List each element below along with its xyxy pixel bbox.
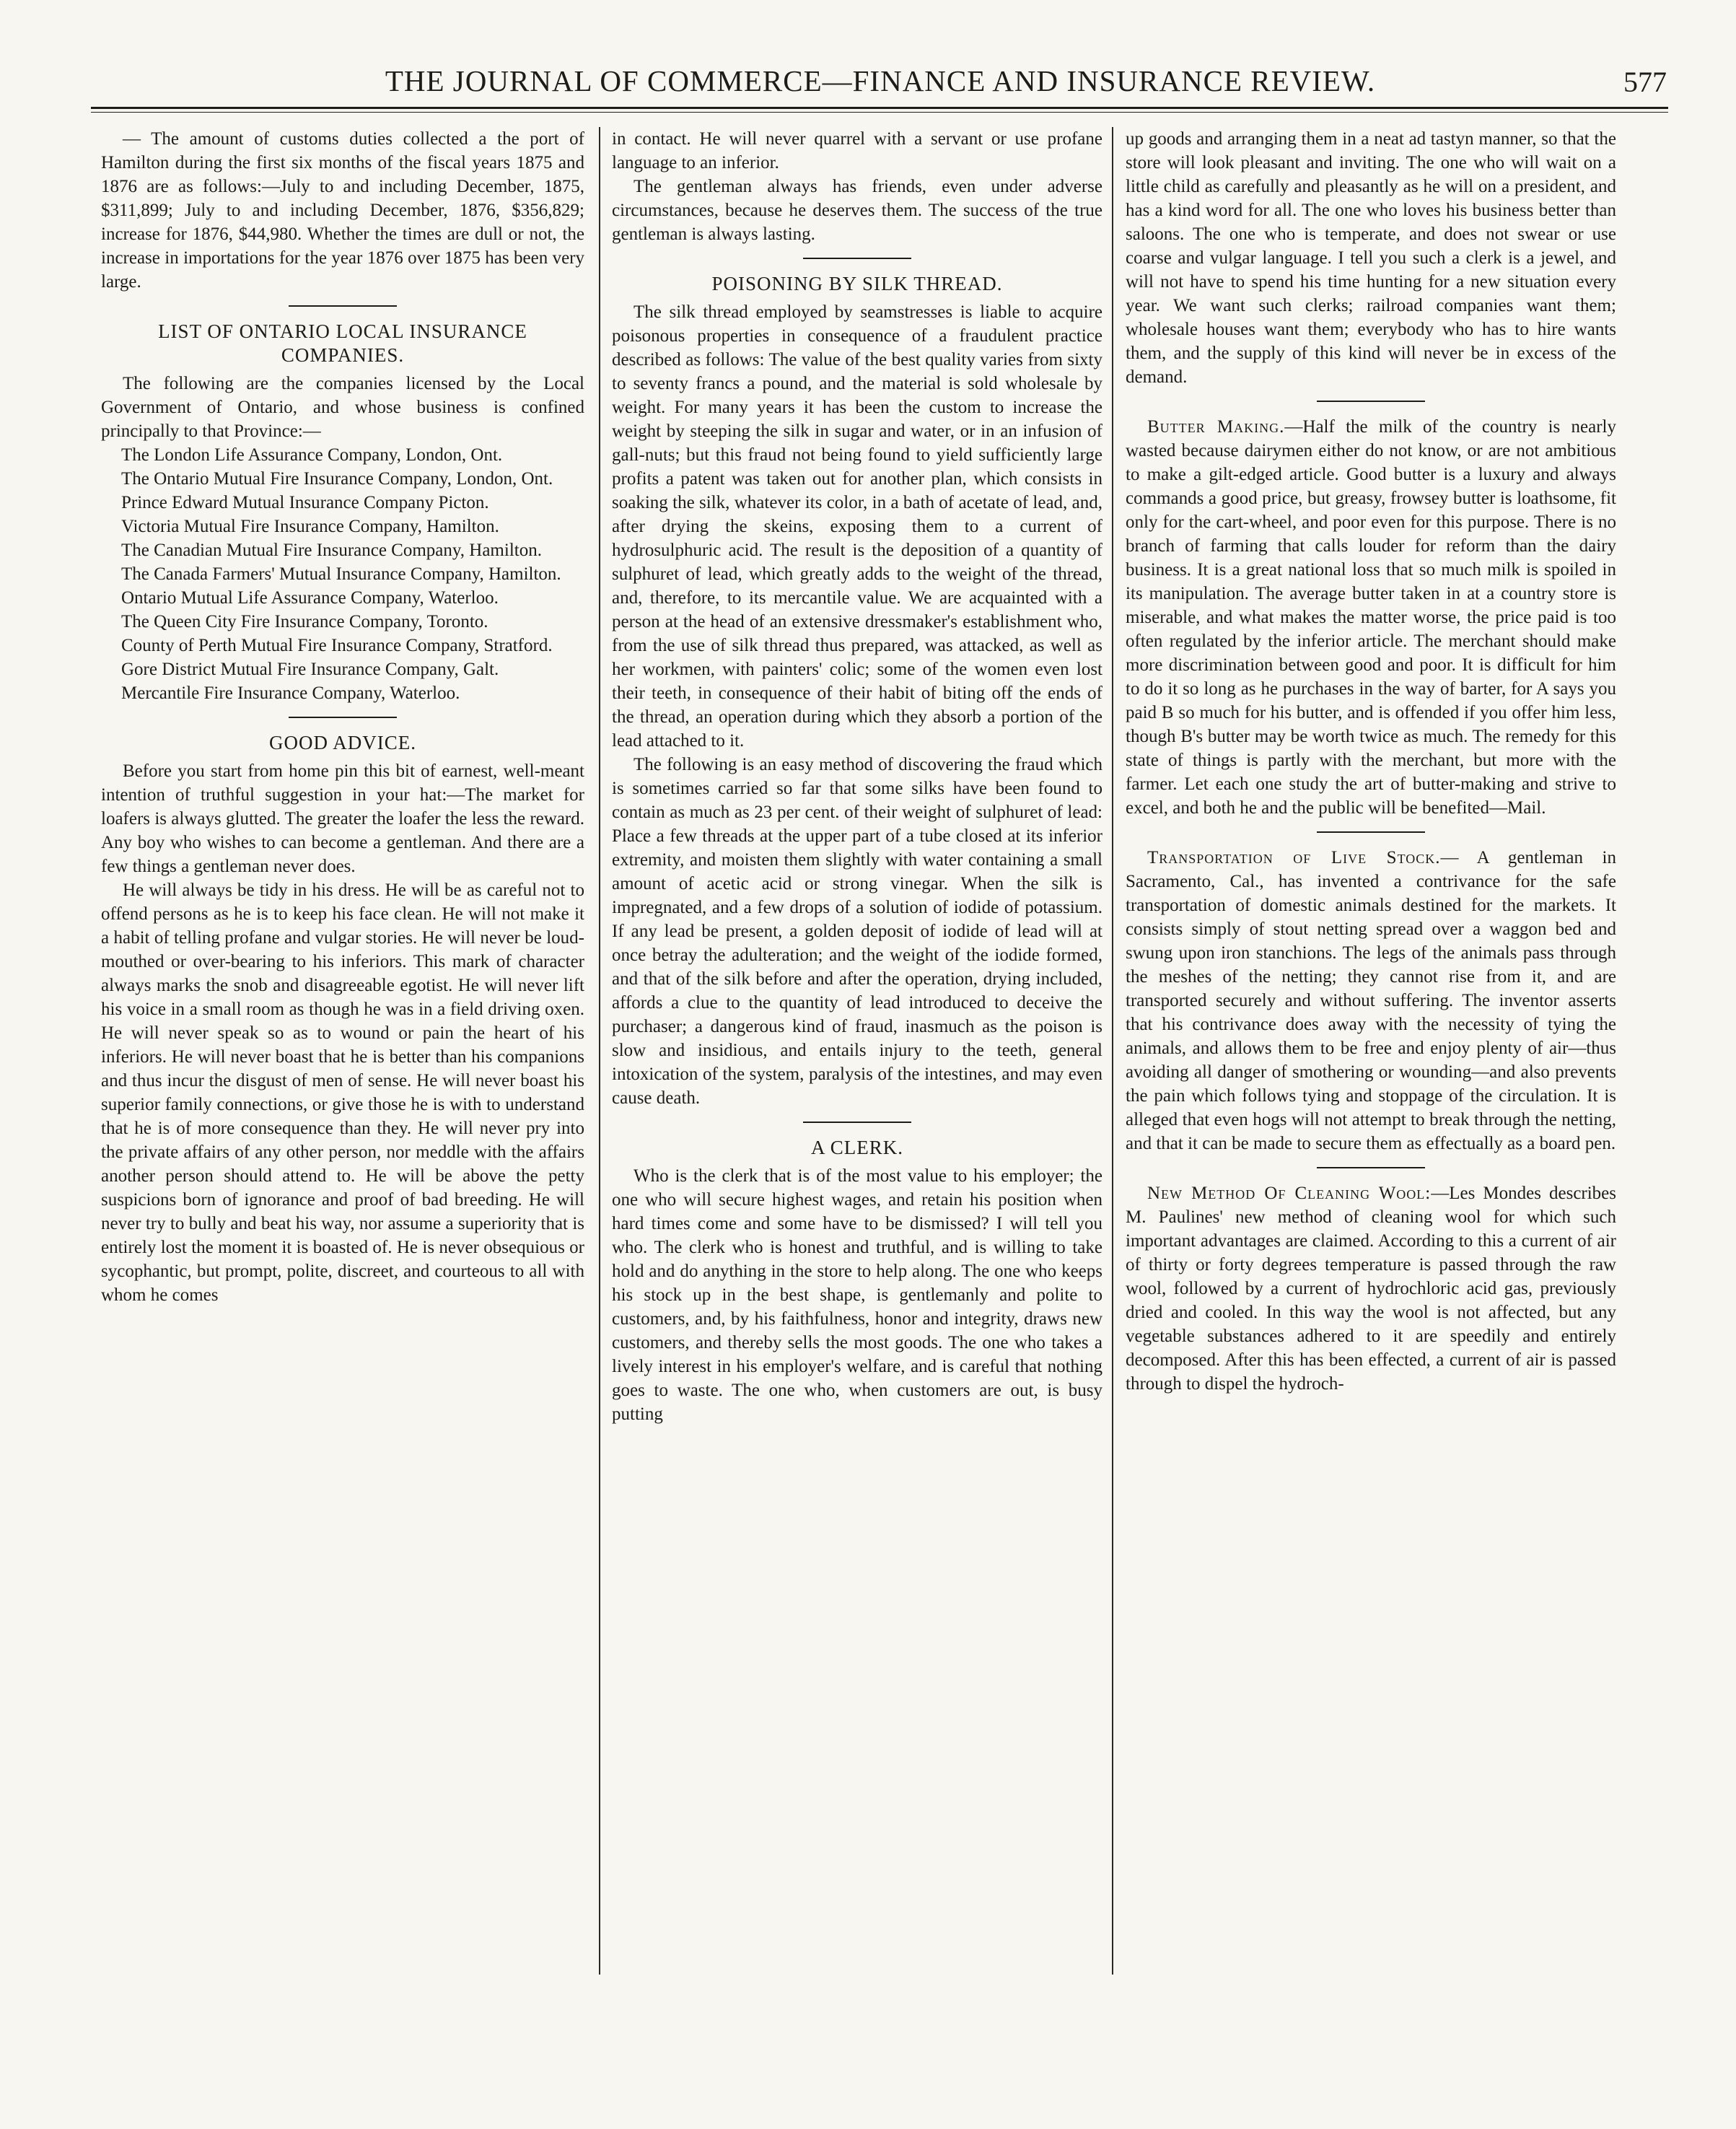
column-divider-1 xyxy=(599,127,600,1975)
column-2 xyxy=(612,127,1102,1971)
section-separator xyxy=(1317,831,1425,833)
good-advice-paragraph-1: Before you start from home pin this bit of earnest, well-meant intention of truthful suggestion in your hat:—The market for loafers is always glutted. The greater the loafer the less the reward. Any boy who wishes to can become a gentleman. And there are a few things a gentleman never does. xyxy=(101,761,584,876)
list-item: Victoria Mutual Fire Insurance Company, Hamilton. xyxy=(121,517,499,536)
clerk-heading: A CLERK. xyxy=(810,1137,903,1158)
page-number: 577 xyxy=(1623,66,1667,98)
insurance-list-heading: LIST OF ONTARIO LOCAL INSURANCE COMPANIES. xyxy=(158,320,527,366)
cleaning-wool-text: —Les Mondes describes M. Paulines' new method of cleaning wool for which such important advantages are claimed. According to this a current of air of thirty or forty degrees temperature is passed through the raw wool, followed by a current of hydrochloric acid gas, previously dried and cooled. In this way the wool is not affected, but any vegetable substances adhered to it are speedily and entirely decomposed. After this has been effected, a current of air is passed through to dispel the hydroch- xyxy=(1126,1184,1616,1394)
list-item: The Canada Farmers' Mutual Insurance Company, Hamilton. xyxy=(121,564,561,584)
silk-thread-heading: POISONING BY SILK THREAD. xyxy=(711,273,1003,294)
section-separator xyxy=(289,717,397,718)
section-separator xyxy=(1317,401,1425,402)
good-advice-heading: GOOD ADVICE. xyxy=(269,732,416,753)
list-item: The Canadian Mutual Fire Insurance Company, Hamilton. xyxy=(121,541,542,560)
column-3 xyxy=(1126,127,1616,1971)
good-advice-paragraph-2: He will always be tidy in his dress. He will be as careful not to offend persons as he is to keep his face clean. He will not make it a habit of telling profane and vulgar stories. He will never be loud-mouthed or over-bearing to his inferiors. This mark of character always marks the snob and disagreeable egotist. He will never lift his voice in a small room as though he was in a field driving oxen. He will never speak so as to wound or pain the heart of his inferiors. He will never boast that he is better than his companions and thus incur the disgust of men of sense. He will never boast his superior family connections, or give those he is with to understand that he is of more consequence than they. He will never pry into the private affairs of any other person, nor meddle with the affairs another person should attend to. He will be above the petty suspicions born of ignorance and proof of bad breeding. He will never try to bully and beat his way, nor assume a superiority that is entirely lost the moment it is boasted of. He is never obsequious or sycophantic, but prompt, polite, discreet, and courteous to all with whom he comes xyxy=(101,880,584,1305)
live-stock-text: — A gentleman in Sacramento, Cal., has invented a contrivance for the safe transportation of domestic animals destined for the markets. It consists simply of stout netting spread over a waggon bed and swung upon iron stanchions. The legs of the animals pass through the meshes of the netting; they cannot rise from it, and are transported securely and without suffering. The inventor asserts that his contrivance does away with the necessity of tying the animals, and allows them to be free and enjoy plenty of air—thus avoiding all danger of smothering or wounding—and also prevents the pain which follows tying and stoppage of the circulation. It is alleged that even hogs will not attempt to break through the netting, and that it can be made to secure them as effectually as a board pen. xyxy=(1126,848,1616,1153)
insurance-company-list xyxy=(101,443,584,705)
list-item: Gore District Mutual Fire Insurance Company, Galt. xyxy=(121,660,499,679)
column-1 xyxy=(101,127,584,1971)
customs-paragraph: — The amount of customs duties collected a the port of Hamilton during the first six months of the fiscal years 1875 and 1876 are as follows:—July to and including December, 1875, $311,899; July to and including December, 1876, $356,829; increase for 1876, $44,980. Whether the times are dull or not, the increase in importations for the year 1876 over 1875 has been very large. xyxy=(101,129,584,292)
list-item: The Queen City Fire Insurance Company, Toronto. xyxy=(121,612,488,631)
butter-making-paragraph xyxy=(1126,415,1616,820)
masthead xyxy=(94,64,1667,107)
butter-making-text: —Half the milk of the country is nearly wasted because dairymen either do not know, or are not ambitious to make a gilt-edged article. Good butter is a luxury and always commands a good price, but greasy, frowsey butter is loathsome, fit only for the cart-wheel, and poor even for this purpose. There is no branch of farming that calls louder for reform than the dairy business. It is a great national loss that so much milk is spoiled in its manipulation. The average butter taken in at a country store is miserable, and what makes the matter worse, the price paid is too often regulated by the inferior article. The merchant should make more discrimination between good and poor. It is difficult for him to do it so long as he purchases in the way of barter, for A says you paid B so much for his butter, and is offended if you offer him less, though B's butter may be worth twice as much. The remedy for this state of things is partly with the merchant, but more with the farmer. Let each one study the art of butter-making and strive to excel, and both he and the public will be benefited—Mail. xyxy=(1126,417,1616,818)
section-separator xyxy=(289,305,397,307)
list-item: County of Perth Mutual Fire Insurance Company, Stratford. xyxy=(121,636,553,655)
section-separator xyxy=(803,1122,911,1123)
insurance-list-intro: The following are the companies licensed by the Local Government of Ontario, and whose business is confined principally to that Province:— xyxy=(101,374,584,441)
cleaning-wool-paragraph xyxy=(1126,1181,1616,1396)
cleaning-wool-lead: New Method Of Cleaning Wool: xyxy=(1147,1184,1432,1203)
column-divider-2 xyxy=(1112,127,1113,1975)
header-rule xyxy=(91,107,1668,109)
silk-thread-paragraph-1: The silk thread employed by seamstresses is liable to acquire poisonous properties in consequence of a fraudulent practice described as follows: The value of the best quality varies from sixty to seventy francs a pound, and the material is sold wholesale by weight. For many years it has been the custom to increase the weight by steeping the silk in sugar and water, or in an infusion of gall-nuts; but this fraud not being found to yield sufficiently large profits a patent was taken out for another plan, which consists in soaking the silk, whatever its color, in a bath of acetate of lead, and, after drying the skeins, exposing them to a current of hydrosulphuric acid. The result is the deposition of a quantity of sulphuret of lead, which greatly adds to the weight of the thread, and, therefore, to its mercantile value. We are acquainted with a person at the head of an extensive dressmaker's establishment who, from the use of silk thread thus prepared, was attacked, as well as her workmen, with painters' colic; some of the women even lost their teeth, in consequence of their habit of biting off the ends of the thread, an operation during which they absorb a portion of the lead attached to it. xyxy=(612,302,1102,751)
list-item: The London Life Assurance Company, London, Ont. xyxy=(121,445,503,465)
silk-thread-paragraph-2: The following is an easy method of discovering the fraud which is sometimes carried so far that some silks have been found to contain as much as 23 per cent. of their weight of sulphuret of lead: Place a few threads at the upper part of a tube closed at its inferior extremity, and moisten them slightly with water containing a small amount of acetic acid or strong vinegar. When the silk is impregnated, and a few drops of a solution of iodide of potassium. If any lead be present, a golden deposit of iodide of lead will at once betray the adulteration; and the weight of the iodide formed, and that of the silk before and after the operation, drying included, affords a clue to the quantity of lead introduced to deceive the purchaser; a dangerous kind of fraud, inasmuch as the poison is slow and insidious, and entails injury to the teeth, general intoxication of the system, paralysis of the intestines, and may even cause death. xyxy=(612,755,1102,1108)
clerk-paragraph: Who is the clerk that is of the most value to his employer; the one who will secure highest wages, and retain his position when hard times come and some have to be dismissed? I will tell you who. The clerk who is honest and truthful, and is willing to take hold and do anything in the store to help along. The one who keeps his stock up in the best shape, is gentlemanly and polite to customers, and, by his faithfulness, honor and integrity, draws new customers, and thereby sells the most goods. The one who takes a lively interest in his employer's welfare, and is careful that nothing goes to waste. The one who, when customers are out, is busy putting xyxy=(612,1166,1102,1424)
good-advice-paragraph-3: The gentleman always has friends, even under adverse circumstances, because he deserves them. The success of the true gentleman is always lasting. xyxy=(612,177,1102,244)
section-separator xyxy=(1317,1167,1425,1168)
butter-making-lead: Butter Making. xyxy=(1147,417,1285,437)
good-advice-continuation: in contact. He will never quarrel with a servant or use profane language to an inferior. xyxy=(612,129,1102,172)
list-item: The Ontario Mutual Fire Insurance Company, London, Ont. xyxy=(121,469,553,489)
list-item: Mercantile Fire Insurance Company, Waterloo. xyxy=(121,683,460,703)
journal-title: THE JOURNAL OF COMMERCE—FINANCE AND INSURANCE REVIEW. xyxy=(385,64,1376,97)
list-item: Ontario Mutual Life Assurance Company, Waterloo. xyxy=(121,588,499,608)
live-stock-lead: Transportation of Live Stock. xyxy=(1147,848,1441,867)
header-rule-thin xyxy=(91,112,1668,113)
clerk-continuation: up goods and arranging them in a neat ad tastyn manner, so that the store will look pleasant and inviting. The one who will wait on a little child as carefully and pleasantly as he will on a president, and has a kind word for all. The one who loves his business better than saloons. The one who is temperate, and does not swear or use coarse and vulgar language. I tell you such a clerk is a jewel, and will not have to spend his time hunting for a new situation every year. We want such clerks; railroad companies want them; wholesale houses want them; everybody who has to hire wants them, and the supply of this kind will never be in excess of the demand. xyxy=(1126,129,1616,387)
list-item: Prince Edward Mutual Insurance Company Picton. xyxy=(121,493,489,512)
live-stock-paragraph xyxy=(1126,846,1616,1155)
section-separator xyxy=(803,258,911,259)
